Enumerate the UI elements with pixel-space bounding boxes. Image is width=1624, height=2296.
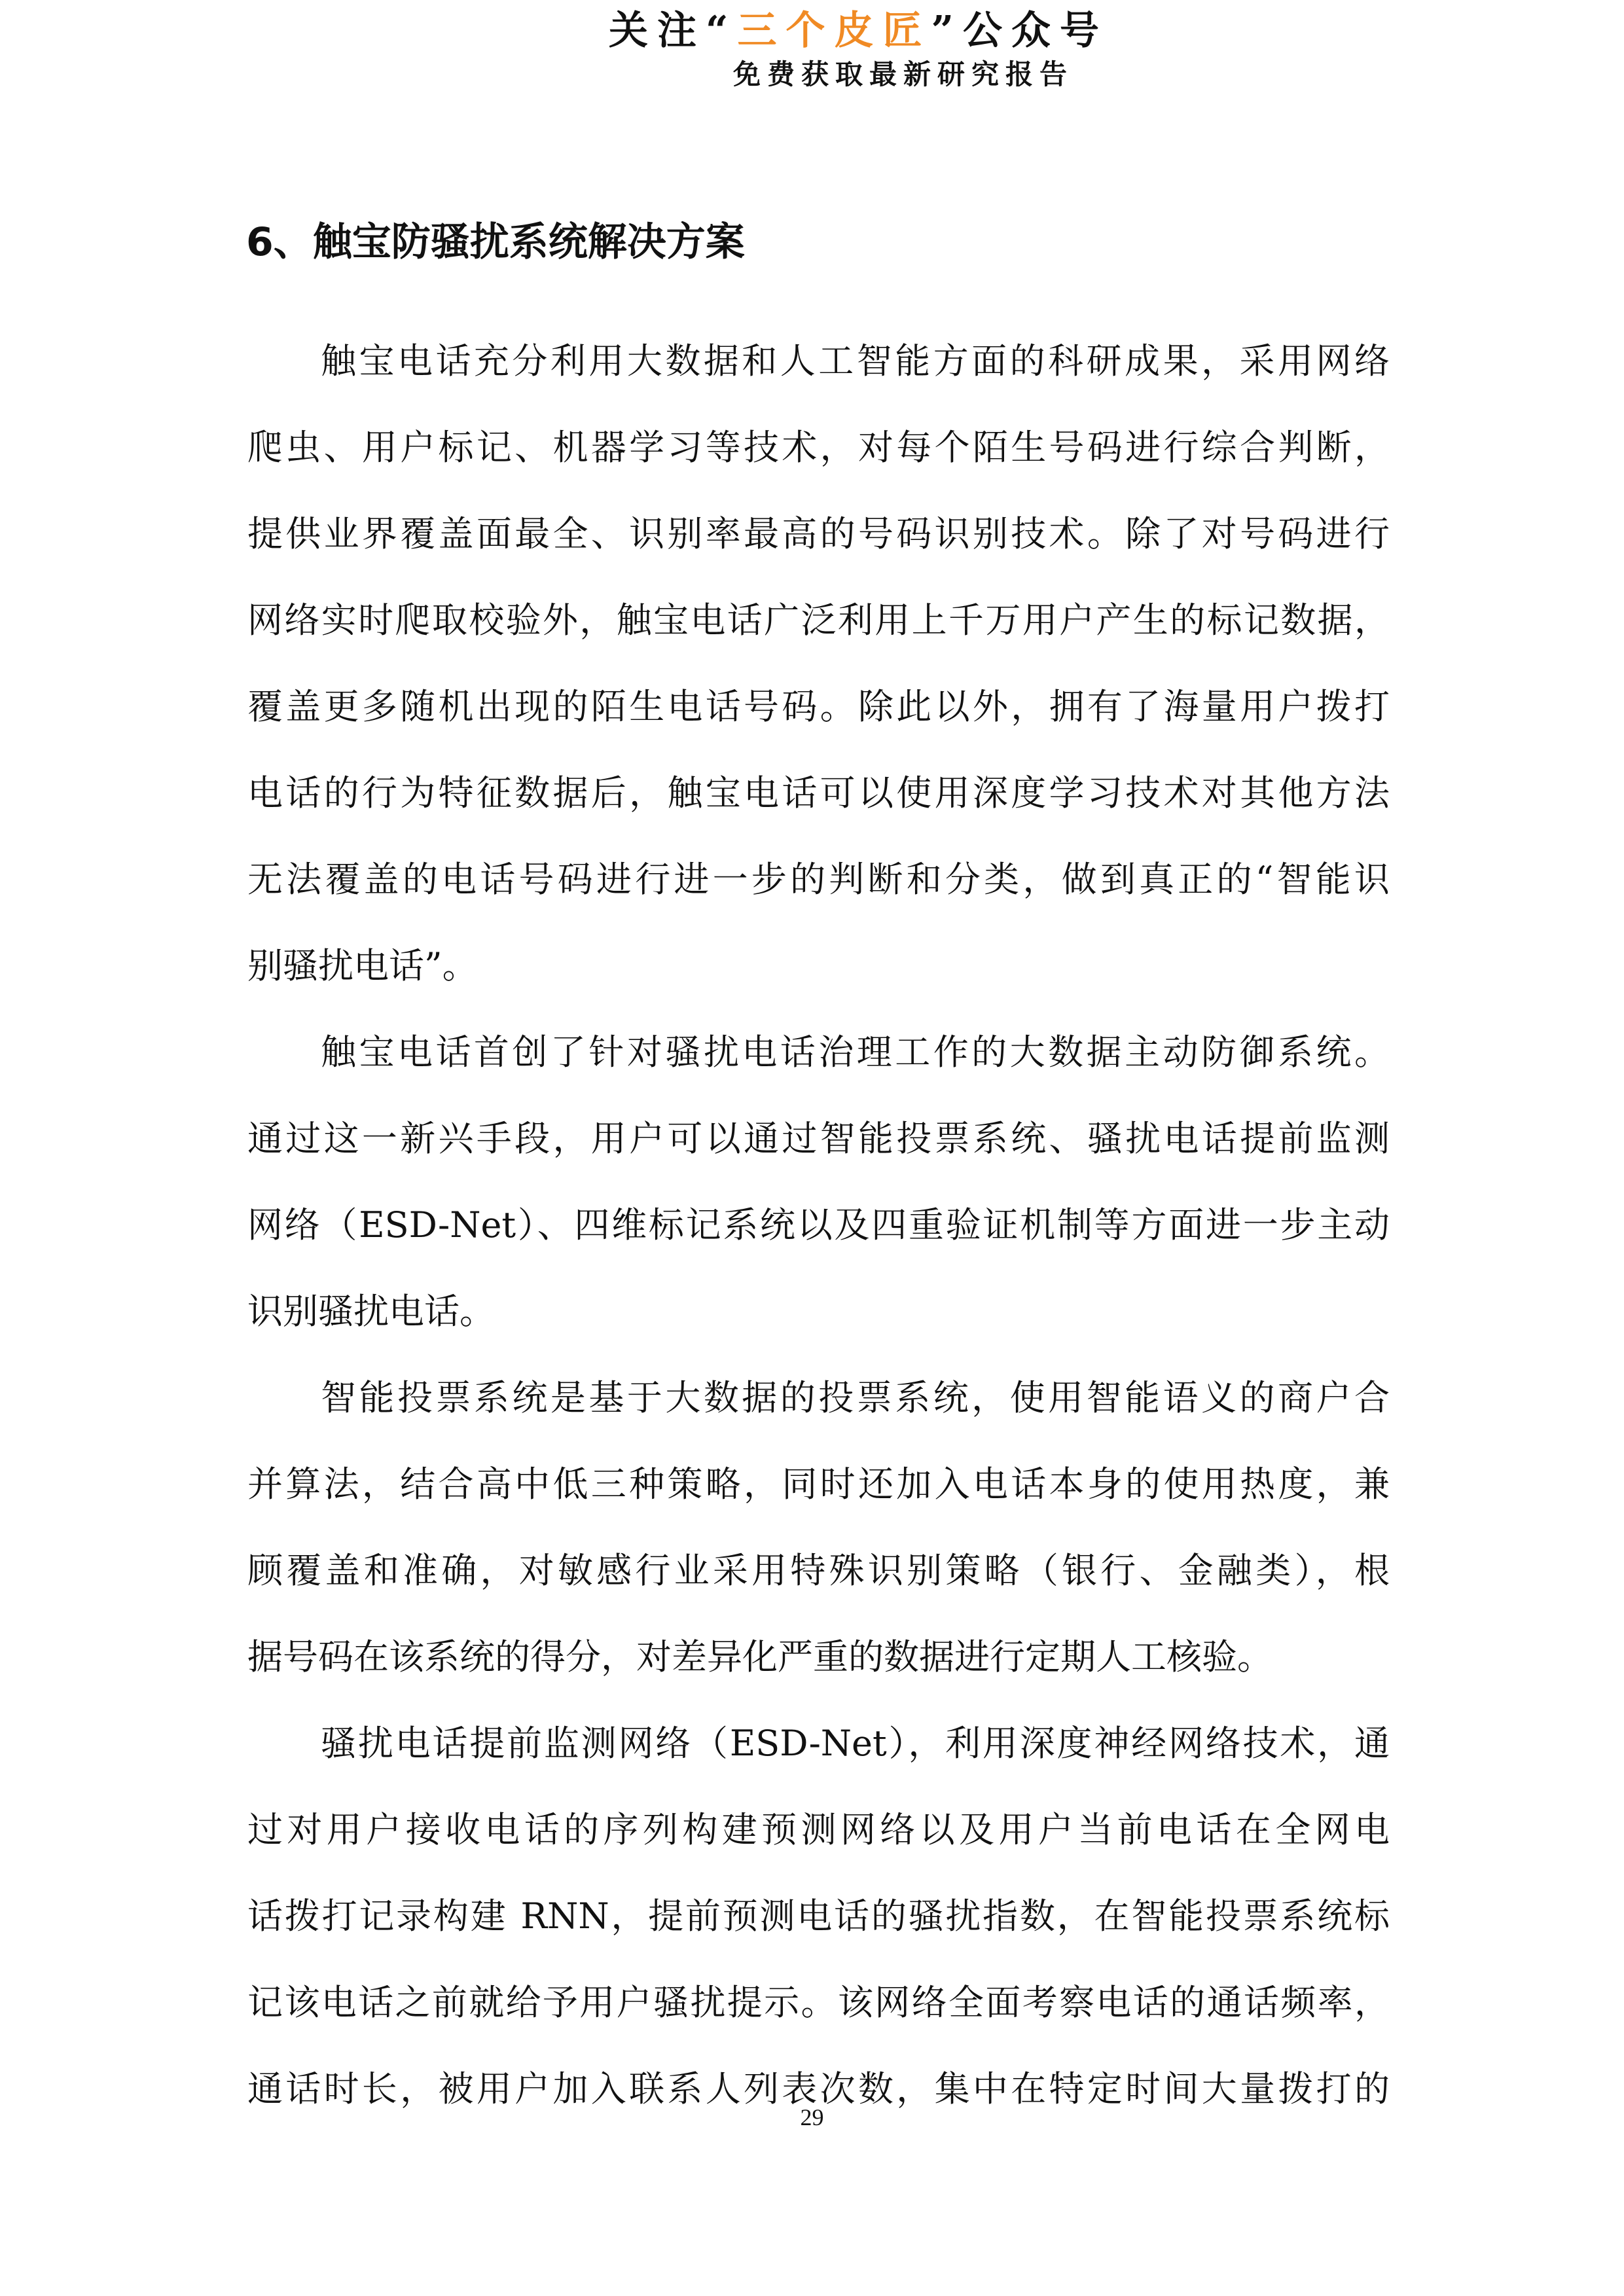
text-line: 网络（ESD-Net）、四维标记系统以及四重验证机制等方面进一步主动 xyxy=(247,1204,1390,1246)
paragraph-1 xyxy=(247,318,1390,1009)
paragraph-4 xyxy=(247,1700,1390,2132)
text-line: 识别骚扰电话。 xyxy=(247,1291,495,1332)
text-line: 通话时长，被用户加入联系人列表次数，集中在特定时间大量拨打的 xyxy=(247,2068,1390,2109)
text-line: 提供业界覆盖面最全、识别率最高的号码识别技术。除了对号码进行 xyxy=(247,513,1390,554)
text-line: 无法覆盖的电话号码进行进一步的判断和分类，做到真正的“智能识 xyxy=(247,859,1390,900)
paragraph-2 xyxy=(247,1009,1390,1355)
page-number: 29 xyxy=(800,2104,824,2130)
text-line: 话拨打记录构建 RNN，提前预测电话的骚扰指数，在智能投票系统标 xyxy=(247,1895,1390,1937)
text-line: 通过这一新兴手段，用户可以通过智能投票系统、骚扰电话提前监测 xyxy=(247,1118,1390,1159)
text-line: 覆盖更多随机出现的陌生电话号码。除此以外，拥有了海量用户拨打 xyxy=(247,686,1390,727)
text-line: 触宝电话充分利用大数据和人工智能方面的科研成果，采用网络 xyxy=(321,340,1390,382)
section-title: 6、触宝防骚扰系统解决方案 xyxy=(246,219,745,265)
banner-line-2: 免费获取最新研究报告 xyxy=(733,58,1074,90)
banner-prefix: 关注“ xyxy=(609,8,738,54)
text-line: 爬虫、用户标记、机器学习等技术，对每个陌生号码进行综合判断， xyxy=(247,427,1390,468)
text-line: 电话的行为特征数据后，触宝电话可以使用深度学习技术对其他方法 xyxy=(247,772,1390,814)
text-line: 据号码在该系统的得分，对差异化严重的数据进行定期人工核验。 xyxy=(247,1636,1272,1677)
text-line: 智能投票系统是基于大数据的投票系统，使用智能语义的商户合 xyxy=(321,1377,1390,1418)
text-line: 触宝电话首创了针对骚扰电话治理工作的大数据主动防御系统。 xyxy=(321,1031,1390,1073)
banner-highlight: 三个皮匠 xyxy=(737,8,931,54)
text-line: 顾覆盖和准确，对敏感行业采用特殊识别策略（银行、金融类），根 xyxy=(247,1550,1390,1591)
text-line: 过对用户接收电话的序列构建预测网络以及用户当前电话在全网电 xyxy=(247,1809,1390,1850)
text-line: 记该电话之前就给予用户骚扰提示。该网络全面考察电话的通话频率， xyxy=(247,1982,1390,2023)
text-line: 网络实时爬取校验外，触宝电话广泛利用上千万用户产生的标记数据， xyxy=(247,600,1390,641)
text-line: 别骚扰电话”。 xyxy=(247,945,478,986)
text-line: 骚扰电话提前监测网络（ESD-Net），利用深度神经网络技术，通 xyxy=(321,1723,1390,1764)
promo-banner xyxy=(0,0,1624,105)
body-text xyxy=(247,318,1390,2132)
banner-line-1 xyxy=(609,8,1108,54)
banner-suffix: ”公众号 xyxy=(931,8,1109,54)
paragraph-3 xyxy=(247,1355,1390,1700)
text-line: 并算法，结合高中低三种策略，同时还加入电话本身的使用热度，兼 xyxy=(247,1463,1390,1505)
